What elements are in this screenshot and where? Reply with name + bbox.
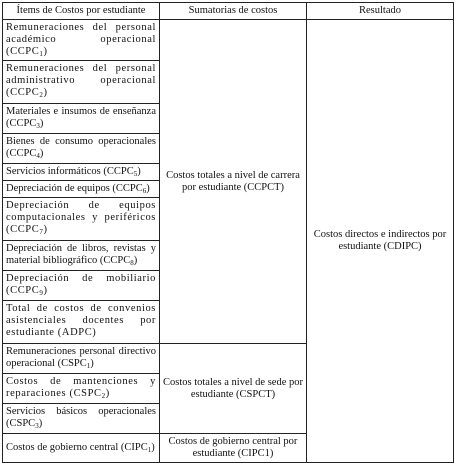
item-cell: Depreciación de mobiliario $(CCPC_9)$ — [3, 271, 160, 301]
sum-career: Costos totales a nivel de carrera por estudiante (CCPCT) — [160, 20, 307, 344]
item-cell: Remuneraciones del personal administrativo operacional $(CCPC_2)$ — [3, 61, 160, 104]
item-cell: Materiales e insumos de enseñanza $(CCPC_3)$ — [3, 104, 160, 134]
item-cell: Costos de gobierno central $(CIPC_1)$ — [3, 434, 160, 463]
header-row — [3, 3, 454, 20]
item-cell: Depreciación de libros, revistas y material bibliográfico $(CCPC_8)$ — [3, 241, 160, 271]
item-cell: Remuneraciones personal directivo operacional $(CSPC_1)$ — [3, 344, 160, 374]
sum-central: Costos de gobierno central por estudiante (CIPC1) — [160, 434, 307, 463]
item-cell: Remuneraciones del personal académico operacional $(CCPC_1)$ — [3, 20, 160, 61]
header-result: Resultado — [307, 3, 454, 20]
result-cell: Costos directos e indirectos por estudiante (CDIPC) — [307, 20, 454, 463]
table-row — [3, 20, 454, 61]
item-cell: Servicios informáticos $(CCPC_5)$ — [3, 164, 160, 181]
item-cell: Depreciación de equipos computacionales y periféricos $(CCPC_7)$ — [3, 198, 160, 241]
header-items: Ítems de Costos por estudiante — [3, 3, 160, 20]
item-cell: Depreciación de equipos $(CCPC_6)$ — [3, 181, 160, 198]
header-sums: Sumatorias de costos — [160, 3, 307, 20]
item-cell: Bienes de consumo operacionales $(CCPC_4)$ — [3, 134, 160, 164]
item-cell: Costos de mantenciones y reparaciones $(CSPC_2)$ — [3, 374, 160, 404]
item-cell: Servicios básicos operacionales $(CSPC_3)$ — [3, 404, 160, 434]
item-cell: Total de costos de convenios asistenciales docentes por estudiante (ADPC) — [3, 301, 160, 344]
cost-table — [2, 2, 454, 463]
sum-site: Costos totales a nivel de sede por estudiante (CSPCT) — [160, 344, 307, 434]
